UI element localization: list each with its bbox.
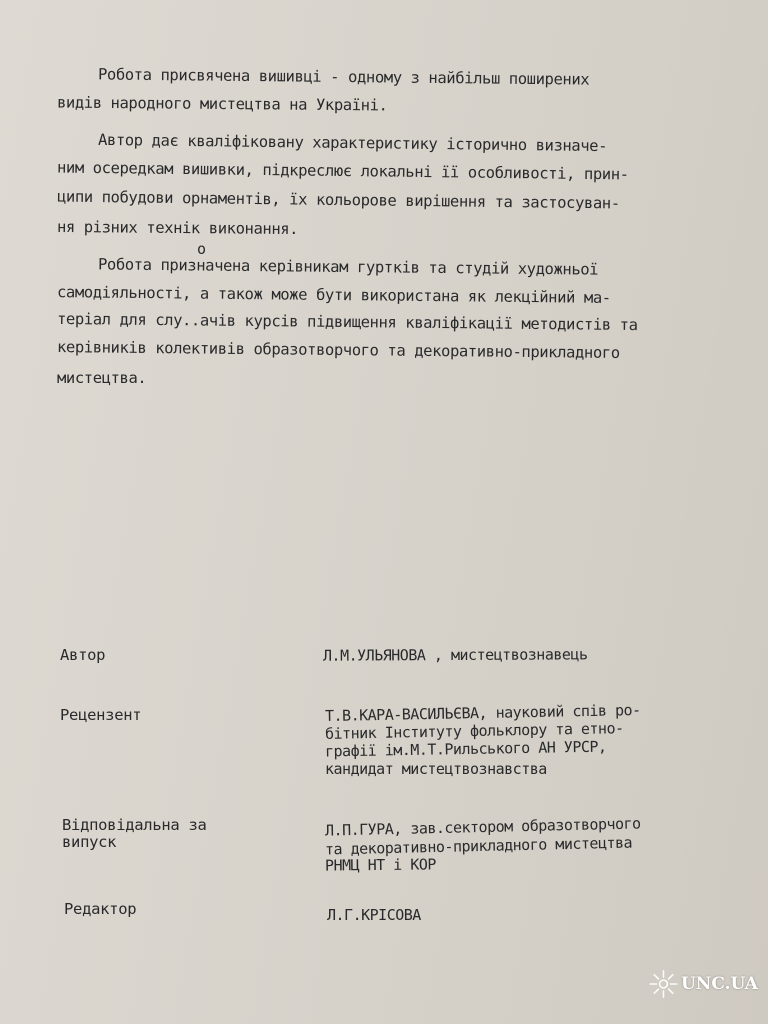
credit-label-editor: Редактор: [64, 900, 137, 918]
credit-value-reviewer-line: бітник Інституту фольклору та етно-: [324, 719, 624, 743]
watermark: [648, 956, 758, 1012]
credit-label-responsible: випуск: [62, 833, 117, 851]
credit-value-author: Л.М.УЛЬЯНОВА , мистецтвознавець: [322, 645, 588, 665]
paragraph-line: теріал для слу..ачів курсів підвищення кваліфікації методистів та: [56, 309, 638, 335]
paragraph-line: Робота присвячена вишивці - одному з найбільш поширених: [97, 65, 590, 89]
paragraph-line: видів народного мистецтва на Україні.: [56, 93, 388, 115]
paragraph-line: керівників колективів образотворчого та декоративно-прикладного: [56, 338, 620, 362]
credit-label-responsible: Відповідальна за: [62, 816, 207, 834]
credit-value-editor: Л.Г.КРІСОВА: [327, 906, 421, 924]
credit-value-responsible-line: та декоративно-прикладного мистецтва: [324, 833, 633, 859]
paragraph-line: самодіяльності, а також може бути використана як лекційний ма-: [56, 283, 611, 307]
paragraph-line: Автор дає кваліфіковану характеристику історично визначе-: [97, 130, 608, 156]
paragraph-line: ципи побудови орнаментів, їх кольорове вирішення та застосуван-: [56, 187, 620, 213]
credit-value-reviewer-line: Т.В.КАРА-ВАСИЛЬЄВА, науковий спів ро-: [324, 700, 641, 726]
credit-value-responsible-line: Л.П.ГУРА, зав.сектором образотворчого: [324, 814, 641, 840]
paragraph-line: ня різних технік виконання.: [56, 217, 299, 239]
credit-label-author: Автор: [60, 646, 106, 664]
paragraph-line: ним осередкам вишивки, підкреслює локальні її особливості, прин-: [56, 158, 629, 184]
credit-label-reviewer: Рецензент: [60, 706, 142, 724]
paragraph-line: мистецтва.: [57, 369, 147, 387]
credit-value-reviewer-line: графії ім.М.Т.Рильського АН УРСР,: [324, 737, 607, 761]
sunburst-logo-icon: [648, 964, 679, 1004]
credit-value-responsible-line: РНМЦ НТ і КОР: [324, 855, 436, 875]
stray-mark: о: [197, 240, 207, 258]
watermark-text: UNC.UA: [680, 974, 758, 994]
paragraph-line: Робота призначена керівникам гуртків та студій художньої: [97, 255, 599, 279]
credit-value-reviewer-line: кандидат мистецтвознавства: [325, 760, 547, 778]
